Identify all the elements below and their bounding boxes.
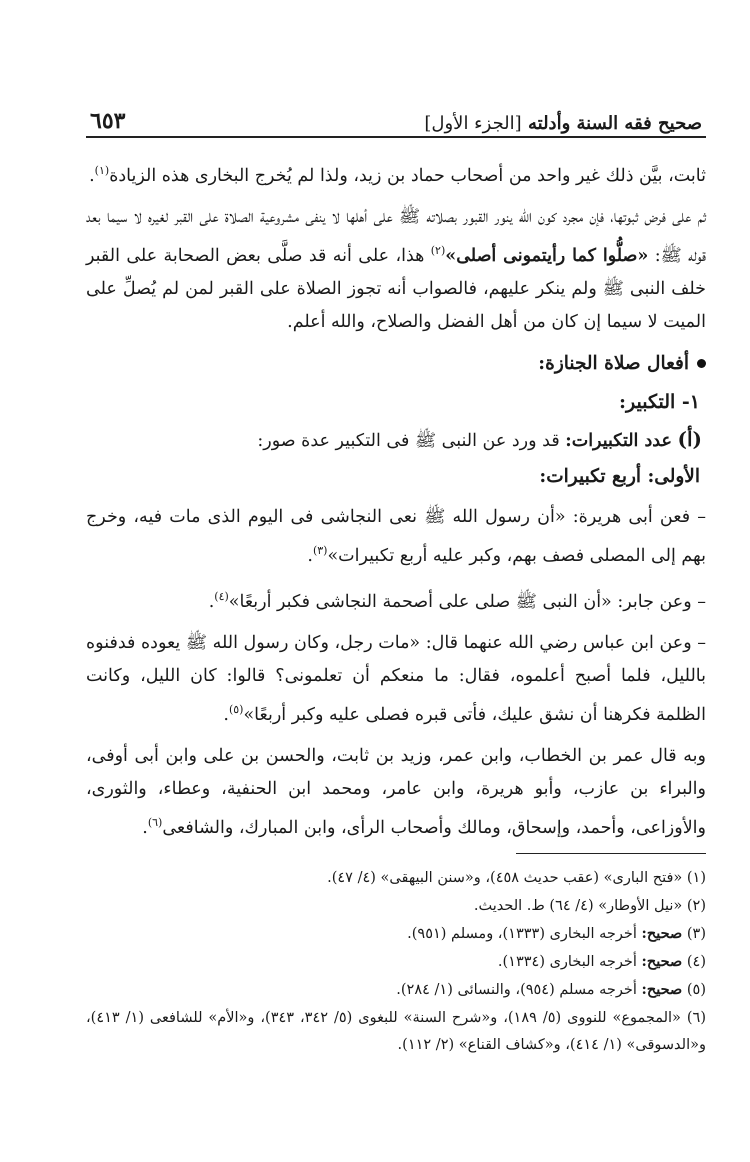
footnote-number: (٣) xyxy=(686,925,706,942)
section-title: أفعال صلاة الجنازة: xyxy=(538,352,689,374)
footnote-number: (١) xyxy=(686,869,706,886)
footnote-grade: صحيح: xyxy=(641,952,683,970)
item-heading xyxy=(86,423,702,458)
paragraph-1 xyxy=(86,154,706,193)
item-label: عدد التكبيرات: xyxy=(565,430,672,451)
footnote-number: (٤) xyxy=(686,953,706,970)
footnote-ref-4: (٤) xyxy=(214,590,229,604)
footnote-grade: صحيح: xyxy=(641,924,683,942)
hadith-2: – وعن جابر: «أن النبى ﷺ صلى على أصحمة النجاشى فكبر أربعًا»$^{(٤)}$. xyxy=(208,590,706,613)
footnote-divider xyxy=(516,853,706,854)
hadith-3-text: – وعن ابن عباس رضي الله عنهما قال: «مات رجل، وكان رسول الله ﷺ يعوده فدفنوه بالليل، فلما أصبح أعلموه، فقال: ما منعكم أن تعلمونى؟ قالوا: كان الليل، وكانت الظلمة فكرهنا أن نشق عليك، فأتى قبره فصلى عليه وكبر أربعًا» xyxy=(86,633,706,726)
footnote-text: أخرجه البخارى (١٣٣٣)، ومسلم (٩٥١). xyxy=(407,925,642,942)
book-title-text: صحيح فقه السنة وأدلته xyxy=(527,113,702,134)
page-body xyxy=(86,154,706,1059)
footnote-text: «فتح البارى» (عقب حديث ٤٥٨)، و«سنن البيهقى» (٤/ ٤٧). xyxy=(327,869,683,886)
footnote-ref-5: (٥) xyxy=(228,703,244,717)
footnote-text: «نيل الأوطار» (٤/ ٦٤) ط. الحديث. xyxy=(473,897,683,914)
footnote-number: (٢) xyxy=(686,897,706,914)
footnote-ref-2: (٢) xyxy=(430,243,446,257)
paragraph-2-text-a: ثم على فرض ثبوتها، فإن مجرد كون الله ينور القبور بصلاته ﷺ على أهلها لا ينفى مشروعية الصلاة على القبر لغيره لا سيما بعد قوله ﷺ: xyxy=(86,206,707,266)
footnote xyxy=(86,1004,706,1059)
book-page xyxy=(86,98,706,1118)
running-header xyxy=(86,98,706,138)
scholars-paragraph: وبه قال عمر بن الخطاب، وابن عمر، وزيد بن ثابت، والحسن بن على وابن أبى أوفى، والبراء بن عازب، وأبو هريرة، وابن عامر، ومحمد ابن الحنفية، وعطاء، والثورى، والأوزاعى، وأحمد، وإسحاق، ومالك وأصحاب الرأى، وابن المبارك، والشافعى$^{(٦)}$. xyxy=(86,746,706,838)
item-text: قد ورد عن النبى ﷺ فى التكبير عدة صور: xyxy=(257,430,566,451)
subsection-heading: ١- التكبير: xyxy=(619,390,700,413)
footnote-ref-3: (٣) xyxy=(312,543,328,557)
section-heading xyxy=(86,347,706,380)
paragraph-2-text-b: هذا، على أنه قد صلَّى بعض الصحابة على القبر خلف النبى ﷺ ولم ينكر عليهم، فالصواب أنه تجوز الصلاة على القبر لمن لم يُصلِّ على الميت لا سيما إن كان من أهل الفضل والصلاح، والله أعلم. xyxy=(86,245,706,332)
footnote xyxy=(86,864,706,892)
scholars-text: وبه قال عمر بن الخطاب، وابن عمر، وزيد بن ثابت، والحسن بن على وابن أبى أوفى، والبراء بن عازب، وأبو هريرة، وابن عامر، ومحمد ابن الحنفية، وعطاء، والثورى، والأوزاعى، وأحمد، وإسحاق، ومالك وأصحاب الرأى، وابن المبارك، والشافعى xyxy=(86,746,706,838)
footnote-text: أخرجه مسلم (٩٥٤)، والنسائى (١/ ٢٨٤). xyxy=(396,981,642,998)
footnote-grade: صحيح: xyxy=(641,980,683,998)
hadith-1-text: – فعن أبى هريرة: «أن رسول الله ﷺ نعى النجاشى فى اليوم الذى مات فيه، وخرج بهم إلى المصلى فصف بهم، وكبر عليه أربع تكبيرات» xyxy=(86,506,706,566)
hadith-3: – وعن ابن عباس رضي الله عنهما قال: «مات رجل، وكان رسول الله ﷺ يعوده فدفنوه بالليل، فلما أصبح أعلموه، فقال: ما منعكم أن تعلمونى؟ قالوا: كان الليل، وكانت الظلمة فكرهنا أن نشق عليك، فأتى قبره فصلى عليه وكبر أربعًا»$^{(٥)}$. xyxy=(86,633,706,726)
footnote xyxy=(86,976,706,1004)
footnote-text: أخرجه البخارى (١٣٣٤). xyxy=(497,953,642,970)
footnote-ref-6: (٦) xyxy=(147,816,163,830)
footnote-number: (٦) xyxy=(686,1009,706,1026)
paragraph-2-quote: «صلُّوا كما رأيتمونى أصلى» xyxy=(445,245,649,266)
footnote-number: (٥) xyxy=(686,981,706,998)
book-title xyxy=(424,113,702,134)
paragraph-1-end: . xyxy=(89,165,95,186)
page-number: ٦٥٣ xyxy=(90,108,126,134)
footnote xyxy=(86,948,706,976)
bullet-icon xyxy=(697,359,706,368)
hadith-2-text: – وعن جابر: «أن النبى ﷺ صلى على أصحمة النجاشى فكبر أربعًا» xyxy=(228,592,706,613)
hadith-1: – فعن أبى هريرة: «أن رسول الله ﷺ نعى النجاشى فى اليوم الذى مات فيه، وخرج بهم إلى المصلى فصف بهم، وكبر عليه أربع تكبيرات»$^{(٣)}$. xyxy=(86,506,706,566)
paragraph-1-text: ثابت، بيَّن ذلك غير واحد من أصحاب حماد بن زيد، ولذا لم يُخرج البخارى هذه الزيادة xyxy=(109,165,706,186)
footnote xyxy=(86,920,706,948)
footnotes xyxy=(86,864,706,1059)
item-number: (أ) xyxy=(677,426,702,451)
footnote-text: «المجموع» للنووى (٥/ ١٨٩)، و«شرح السنة» للبغوى (٥/ ٣٤٢، ٣٤٣)، و«الأم» للشافعى (١/ ٤١٣)، و«الدسوقى» (١/ ٤١٤)، و«كشاف القناع» (٢/ ١١٢). xyxy=(86,1009,706,1053)
paragraph-2 xyxy=(86,201,706,339)
book-part: [الجزء الأول] xyxy=(424,113,522,134)
first-form-heading: الأولى: أربع تكبيرات: xyxy=(539,465,700,487)
footnote xyxy=(86,892,706,920)
footnote-ref-1: (١) xyxy=(94,164,110,177)
